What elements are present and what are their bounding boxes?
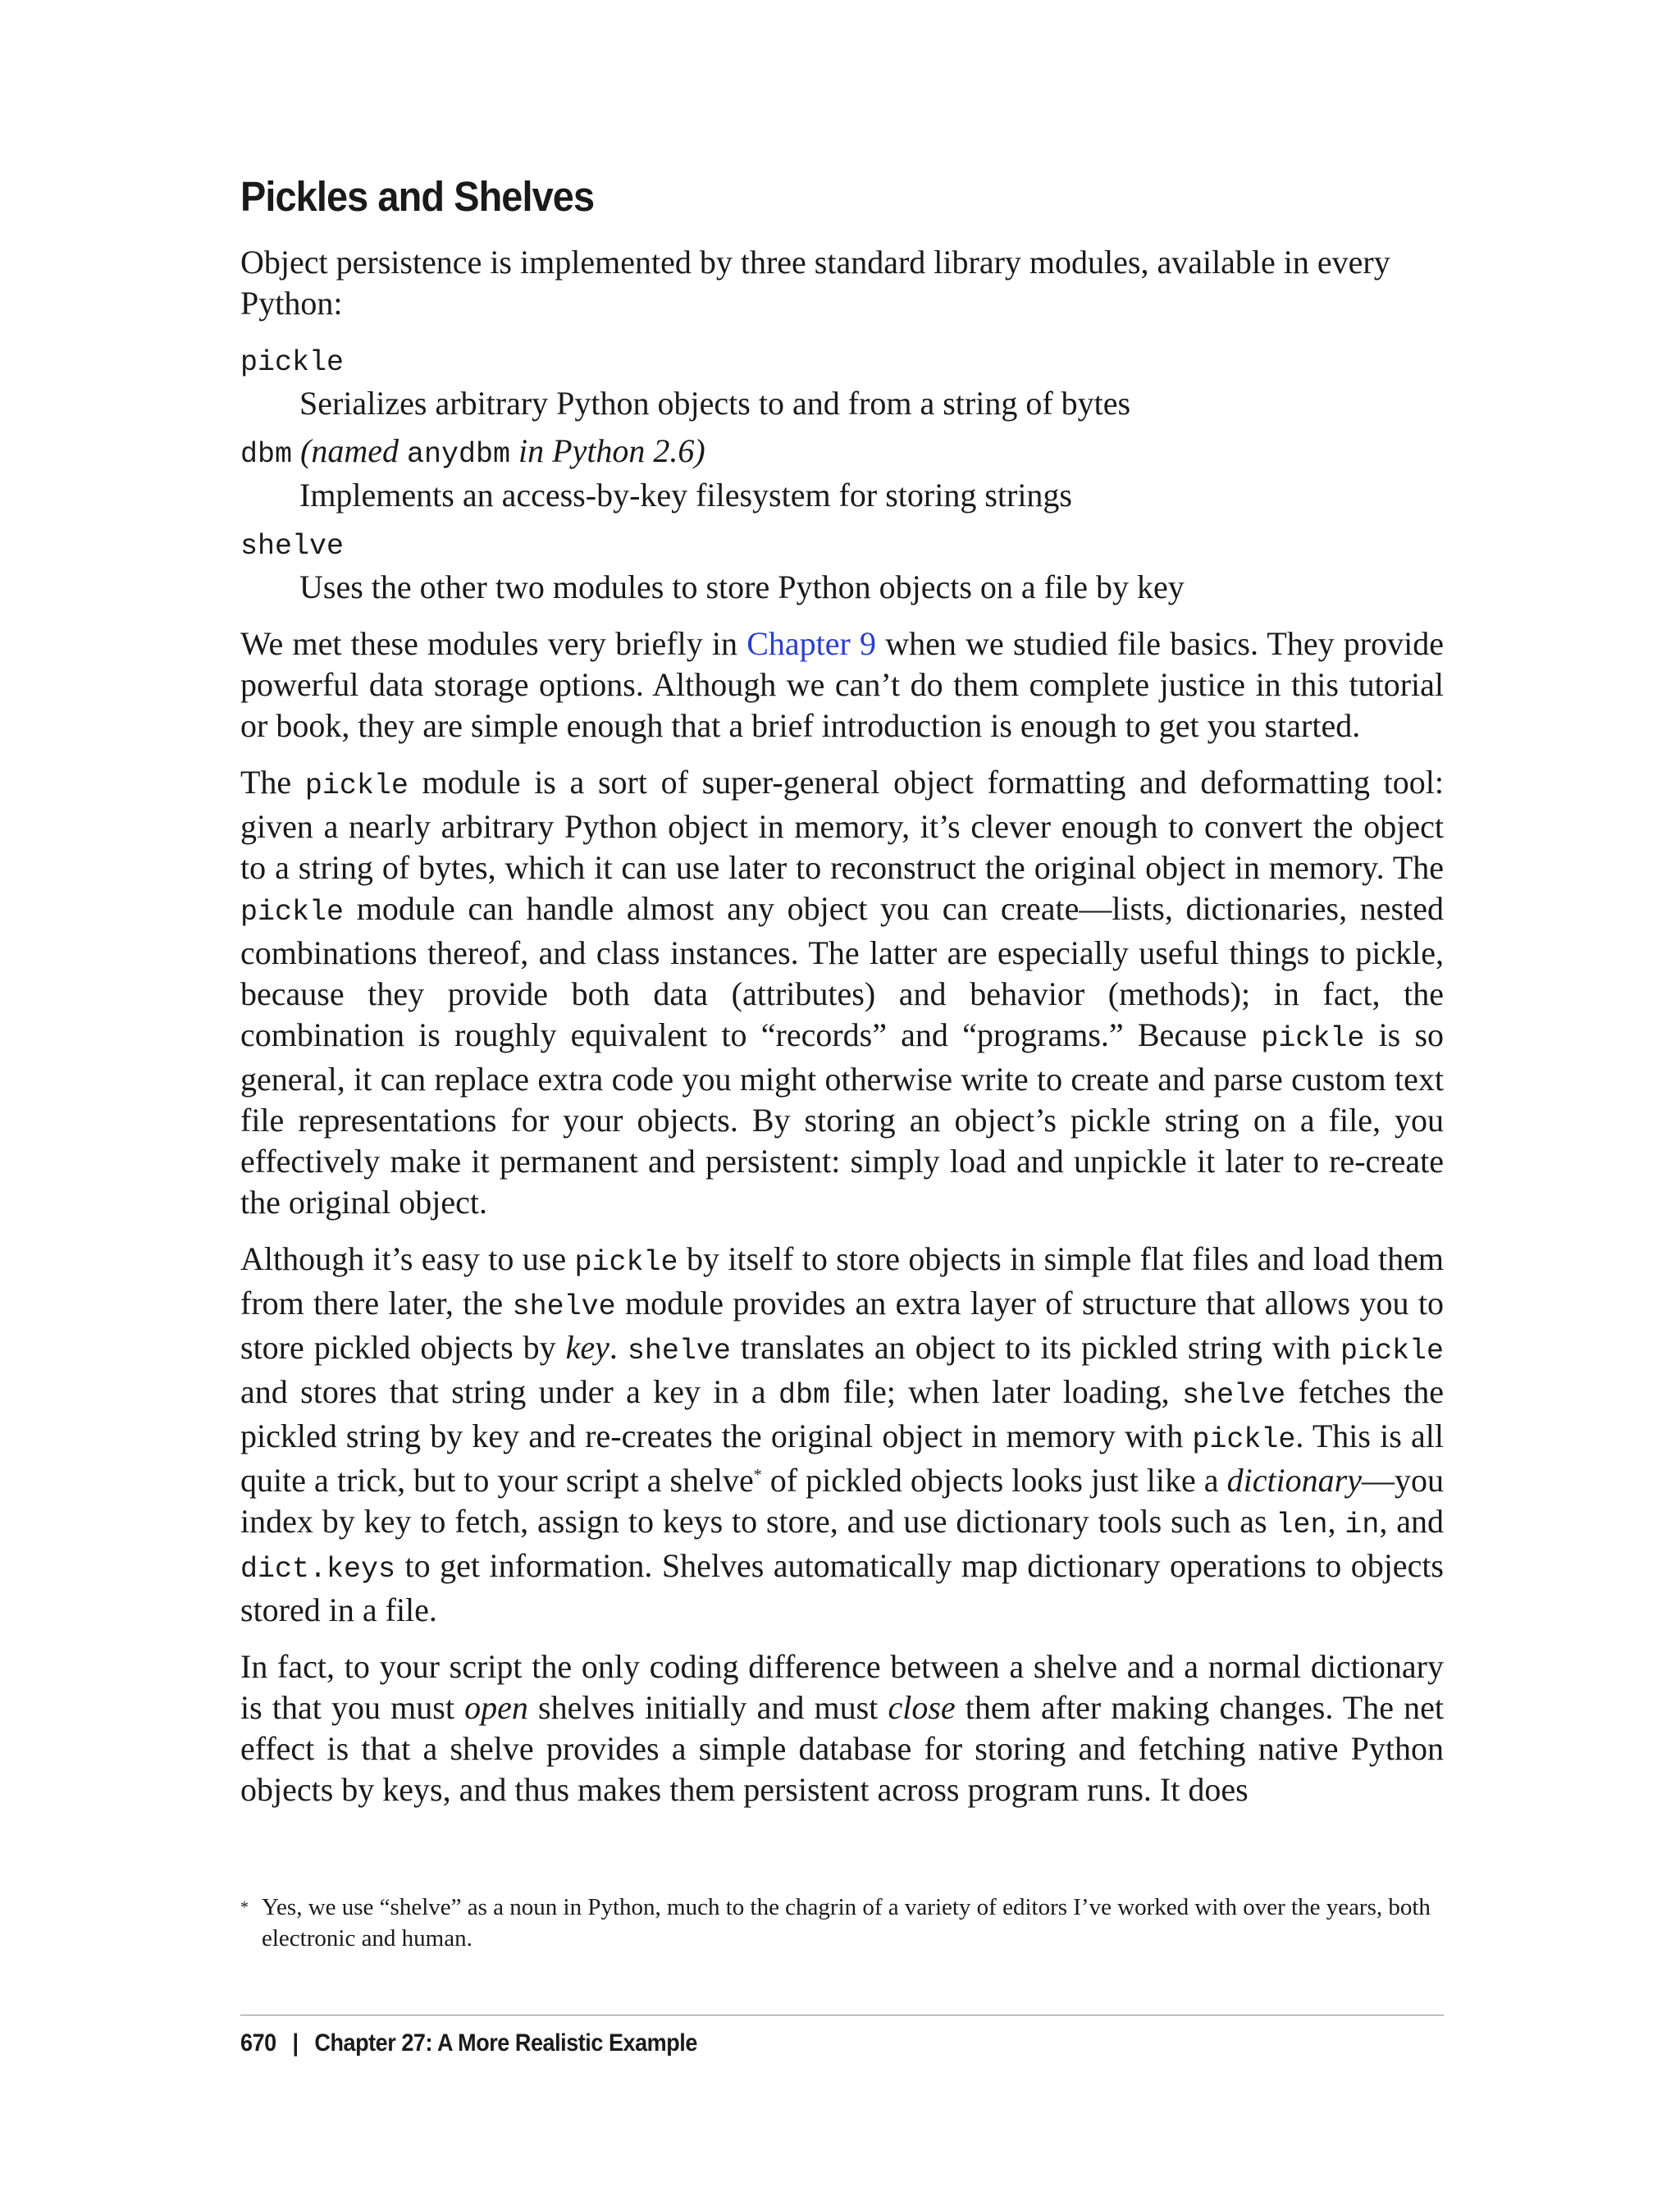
module-term-dbm: dbm (named anydbm in Python 2.6) xyxy=(240,432,705,471)
footnote-text: Yes, we use “shelve” as a noun in Python, much to the chagrin of a variety of editors I’ve worked with over the years, both electronic and human. xyxy=(262,1894,1431,1952)
paragraph-shelve-open-close: In fact, to your script the only coding difference between a shelve and a normal dictionary is that you must open shelves initially and must close them after making changes. The net effect is that a shelve provides a simple database for storing and fetching native Python objects by keys, and thus makes them persistent across program runs. It does xyxy=(240,1648,1445,1808)
running-chapter-title: Chapter 27: A More Realistic Example xyxy=(314,2029,697,2057)
footnote-reference[interactable]: * xyxy=(753,1466,762,1484)
module-definition-pickle: Serializes arbitrary Python objects to and from a string of bytes xyxy=(299,385,1131,422)
module-definition-shelve: Uses the other two modules to store Python objects on a file by key xyxy=(299,568,1185,605)
page-number: 670 xyxy=(240,2029,276,2057)
footnote-mark: * xyxy=(240,1898,249,1916)
page-footer xyxy=(240,2029,697,2057)
module-term-pickle: pickle xyxy=(240,346,345,379)
module-list xyxy=(240,340,1444,609)
module-definition-dbm: Implements an access-by-key filesystem for storing strings xyxy=(299,477,1072,514)
chapter-9-link[interactable]: Chapter 9 xyxy=(746,625,877,662)
paragraph-modules-intro: We met these modules very briefly in Chapter 9 when we studied file basics. They provide powerful data storage options. Although we can’t do them complete justice in this tutorial or book, they are simple enough that a brief introduction is enough to get you started. xyxy=(240,625,1444,744)
intro-paragraph: Object persistence is implemented by three standard library modules, available in every Python: xyxy=(240,244,1390,322)
paragraph-pickle: The pickle module is a sort of super-general object formatting and deformatting tool: given a nearly arbitrary Python object in memory, it’s clever enough to convert the object to a string of bytes, which it can use later to reconstruct the original object in memory. The pickle module can handle almost any object you can create—lists, dictionaries, nested combinations thereof, and class instances. The latter are especially useful things to pickle, because they provide both data (attributes) and behavior (methods); in fact, the combination is roughly equivalent to “records” and “programs.” Because pickle is so general, it can replace extra code you might otherwise write to create and parse custom text file representations for your objects. By storing an object’s pickle string on a file, you effectively make it permanent and persistent: simply load and unpickle it later to re-create the original object. xyxy=(240,764,1445,1221)
page-body xyxy=(240,172,1444,1826)
footnote xyxy=(240,1892,1444,1954)
paragraph-shelve: Although it’s easy to use pickle by itself to store objects in simple flat files and load them from there later, the shelve module provides an extra layer of structure that allows you to store pickled objects by key. shelve translates an object to its pickled string with pickle and stores that string under a key in a dbm file; when later loading, shelve fetches the pickled string by key and re-creates the original object in memory with pickle. This is all quite a trick, but to your script a shelve* of pickled objects looks just like a dictionary—you index by key to fetch, assign to keys to store, and use dictionary tools such as len, in, and dict.keys to get information. Shelves automatically map dictionary operations to objects stored in a file. xyxy=(240,1240,1445,1628)
section-heading: Pickles and Shelves xyxy=(240,173,595,220)
footer-rule xyxy=(240,2015,1444,2016)
module-term-shelve: shelve xyxy=(240,530,345,563)
footer-separator: | xyxy=(292,2029,299,2057)
